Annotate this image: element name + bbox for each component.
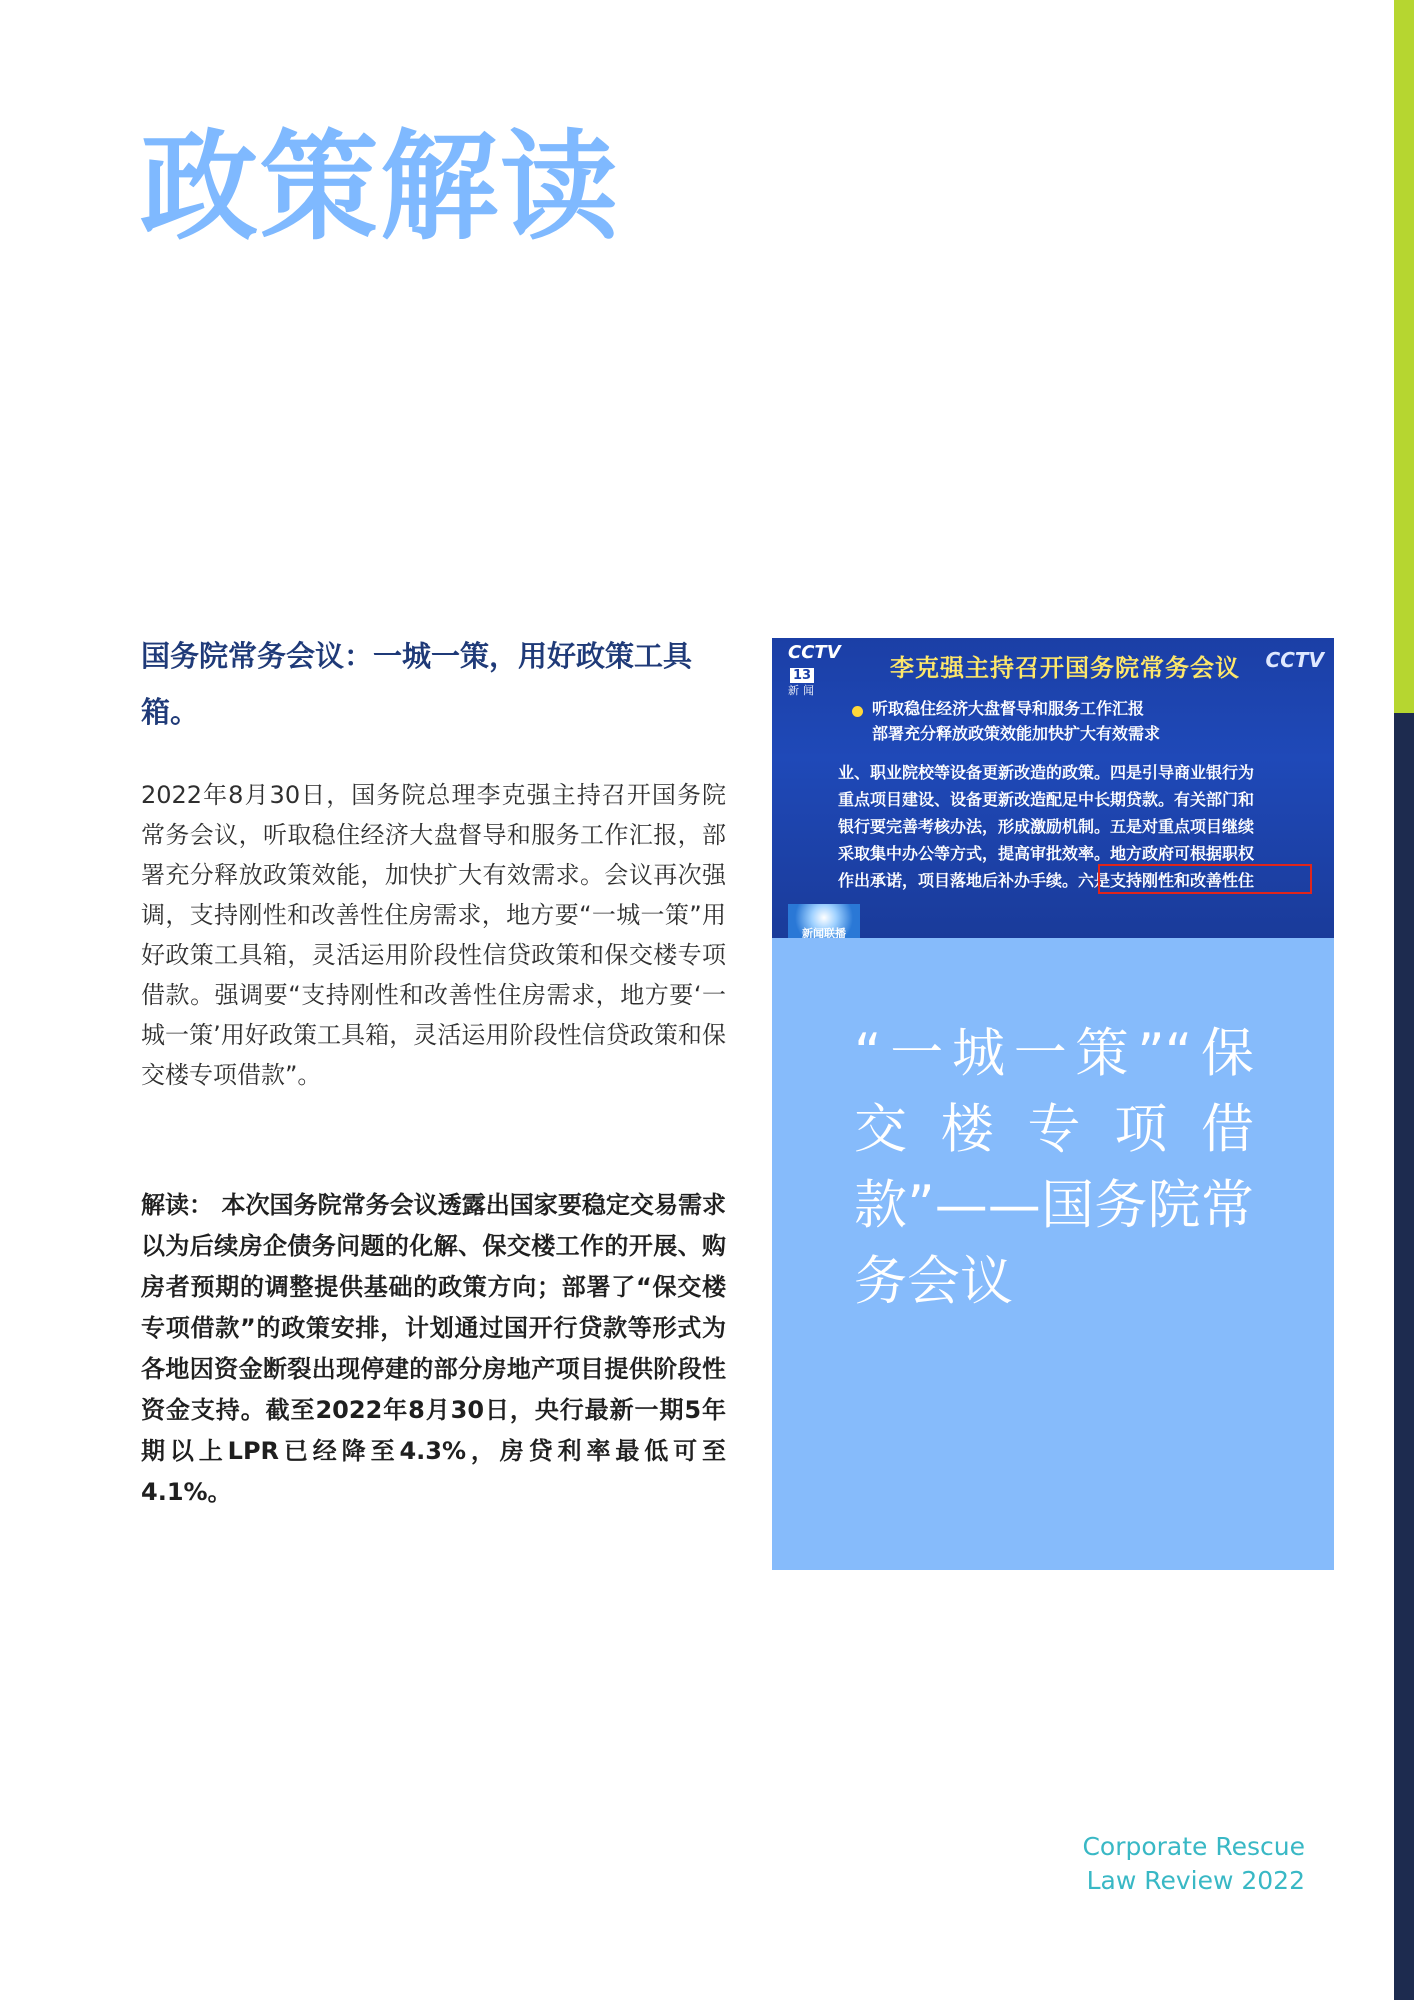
news-screenshot <box>772 638 1334 938</box>
news-body-line: 采取集中办公等方式，提高审批效率。地方政府可根据职权 <box>838 844 1255 863</box>
news-body-line: 重点项目建设、设备更新改造配足中长期贷款。有关部门和 <box>838 790 1255 809</box>
footer-line: Corporate Rescue <box>1082 1832 1305 1861</box>
highlight-box <box>1098 864 1312 894</box>
section-heading: 国务院常务会议：一城一策，用好政策工具箱。 <box>141 639 693 729</box>
channel-sub: 新闻 <box>788 684 818 697</box>
news-body-line: 业、职业院校等设备更新改造的政策。四是引导商业银行为 <box>838 763 1255 782</box>
cctv-logo <box>788 642 866 697</box>
page-title: 政策解读 <box>140 118 621 256</box>
edge-bar-navy <box>1394 713 1414 2000</box>
news-sub-line: 听取稳住经济大盘督导和服务工作汇报 <box>872 699 1145 718</box>
footer-line: Law Review 2022 <box>1086 1866 1305 1895</box>
news-body-line: 作出承诺，项目落地后补办手续。六是支持刚性和改善性住 <box>838 871 1255 890</box>
footer-brand <box>1030 1830 1305 1898</box>
cctv-logo-text: CCTV <box>788 642 841 663</box>
quote-panel <box>772 938 1334 1570</box>
analysis-paragraph: 解读： 本次国务院常务会议透露出国家要稳定交易需求以为后续房企债务问题的化解、保交楼工作的开展、购房者预期的调整提供基础的政策方向；部署了“保交楼专项借款”的政策安排，计划通过国开行贷款等形式为各地因资金断裂出现停建的部分房地产项目提供阶段性资金支持。截至2022年8月30日，央行最新一期5年期以上LPR已经降至4.3%，房贷利率最低可至4.1%。 <box>141 1191 726 1506</box>
cctv-logo-right: CCTV <box>1265 648 1324 672</box>
news-headline: 李克强主持召开国务院常务会议 <box>890 654 1240 682</box>
article-body: 2022年8月30日，国务院总理李克强主持召开国务院常务会议，听取稳住经济大盘督导和服务工作汇报，部署充分释放政策效能，加快扩大有效需求。会议再次强调，支持刚性和改善性住房需求，地方要“一城一策”用好政策工具箱，灵活运用阶段性信贷政策和保交楼专项借款。强调要“支持刚性和改善性住房需求，地方要‘一城一策’用好政策工具箱，灵活运用阶段性信贷政策和保交楼专项借款”。 <box>141 781 726 1089</box>
edge-bar-green <box>1394 0 1414 713</box>
channel-number: 13 <box>790 668 814 683</box>
program-logo: 新闻联播 <box>788 904 860 938</box>
news-sub-line: 部署充分释放政策效能加快扩大有效需求 <box>872 724 1161 743</box>
pull-quote: “一城一策”“保交楼专项借款”——国务院常务会议 <box>854 1023 1254 1312</box>
news-body-line: 银行要完善考核办法，形成激励机制。五是对重点项目继续 <box>838 817 1255 836</box>
news-subheading <box>872 696 1160 746</box>
bullet-dot-icon <box>852 706 863 717</box>
